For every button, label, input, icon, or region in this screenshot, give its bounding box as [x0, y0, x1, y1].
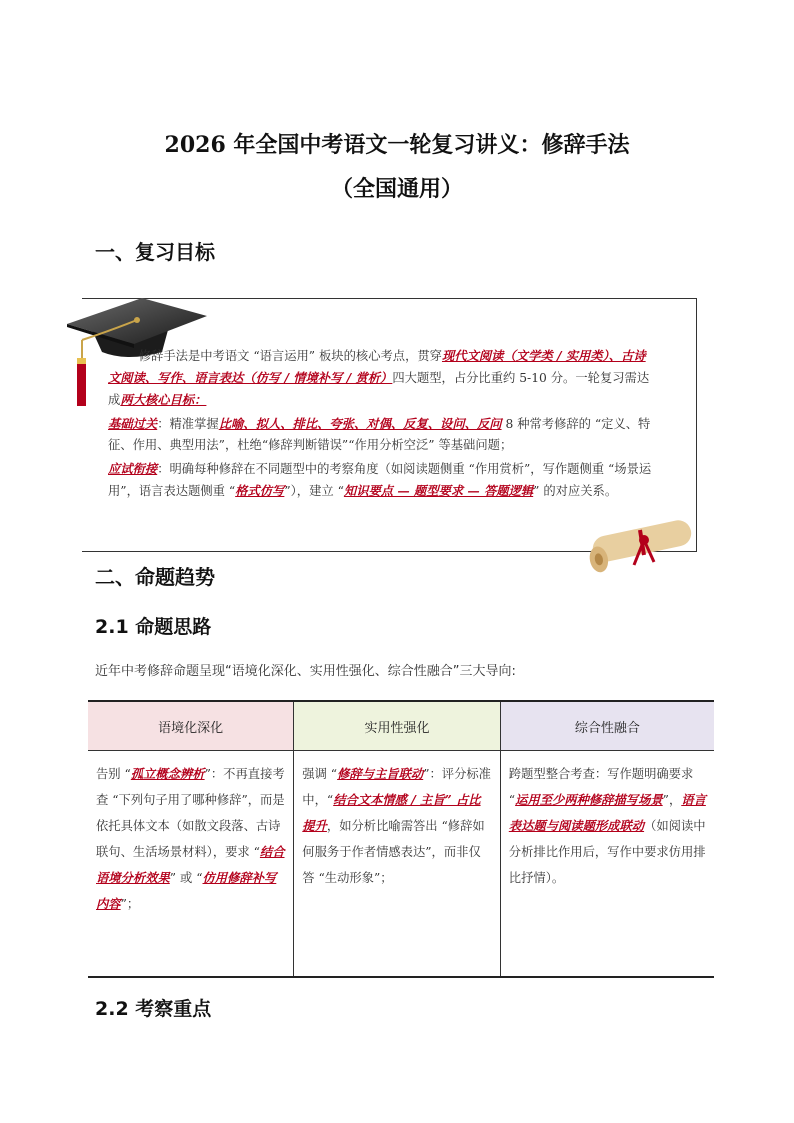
diploma-scroll-icon [582, 510, 702, 580]
doc-title: 2026 年全国中考语文一轮复习讲义：修辞手法 [164, 132, 630, 158]
table-row [88, 751, 714, 978]
text: 跨题型整合考查：写作题明确要求 “ [508, 767, 694, 807]
highlight: 基础过关 [108, 416, 158, 431]
goals-paragraph-3 [108, 458, 654, 502]
goals-paragraph-2 [108, 413, 654, 456]
table-header: 综合性融合 [500, 701, 714, 751]
trend-table [88, 700, 714, 978]
subsection-heading-approach: 2.1 命题思路 [95, 616, 212, 638]
section-heading-goals: 一、复习目标 [95, 240, 215, 264]
section-heading-trends: 二、命题趋势 [95, 565, 215, 589]
table-header: 语境化深化 [88, 701, 294, 751]
text: ：精准掌握 [157, 417, 219, 431]
highlight: 格式仿写 [235, 483, 285, 498]
table-cell [88, 751, 294, 978]
highlight: 孤立概念辨析 [130, 766, 205, 781]
text: 四大题型，占分比重约 5-10 分。一轮复习需达成 [108, 371, 650, 407]
highlight: 仿用修辞补写内容 [96, 870, 277, 911]
subsection-heading-focus: 2.2 考察重点 [95, 998, 212, 1020]
text: ”：不再直接考查 “下列句子用了哪种修辞”，而是依托具体文本（如散文段落、古诗联句、生活场景材料），要求 “ [96, 767, 285, 859]
highlight: 结合语境分析效果 [96, 844, 285, 885]
text: ” 的对应关系。 [533, 484, 618, 498]
text: ”， [662, 793, 682, 807]
text: ：明确每种修辞在不同题型中的考察角度（如阅读题侧重 “作用赏析”，写作题侧重 “场景运用”，语言表达题侧重 “ [108, 462, 652, 498]
text: 强调 “ [302, 767, 338, 781]
text: （如阅读中分析排比作用后，写作中要求仿用排比抒情）。 [508, 819, 706, 885]
highlight: 两大核心目标： [120, 392, 207, 407]
highlight: 比喻、拟人、排比、夸张、对偶、反复、设问、反问 [218, 416, 502, 431]
highlight: 结合文本情感 / 主旨” 占比提升 [302, 792, 481, 833]
highlight: 现代文阅读（文学类 / 实用类）、古诗文阅读、写作、语言表达（仿写 / 情境补写 / 赏析） [108, 348, 646, 385]
highlight: 修辞与主旨联动 [337, 766, 424, 781]
text: ” 或 “ [169, 871, 203, 885]
intro-paragraph: 近年中考修辞命题呈现“语境化深化、实用性强化、综合性融合”三大导向: [95, 664, 516, 679]
highlight: 知识要点 — 题型要求 — 答题逻辑 [343, 483, 534, 498]
doc-subtitle: （全国通用） [330, 176, 463, 202]
table-header: 实用性强化 [294, 701, 501, 751]
text: 8 种常考修辞的 “定义、特征、作用、典型用法”，杜绝“修辞判断错误”“作用分析空泛” 等基础问题； [108, 417, 651, 452]
goals-paragraph-1 [108, 345, 654, 411]
highlight: 应试衔接 [108, 461, 158, 476]
text: 告别 “ [96, 767, 131, 781]
goals-text [108, 345, 654, 504]
text: ，如分析比喻需答出 “修辞如何服务于作者情感表达”，而非仅答 “生动形象”； [302, 819, 485, 885]
text: 修辞手法是中考语文 “语言运用” 板块的核心考点，贯穿 [138, 349, 442, 363]
text: ”：评分标准中，“ [302, 767, 491, 807]
highlight: 语言表达题与阅读题形成联动 [508, 792, 706, 833]
highlight: 运用至少两种修辞描写场景 [515, 792, 663, 807]
text: ”），建立 “ [284, 484, 344, 498]
text: ”； [120, 897, 140, 911]
table-cell [500, 751, 714, 978]
table-cell [294, 751, 501, 978]
